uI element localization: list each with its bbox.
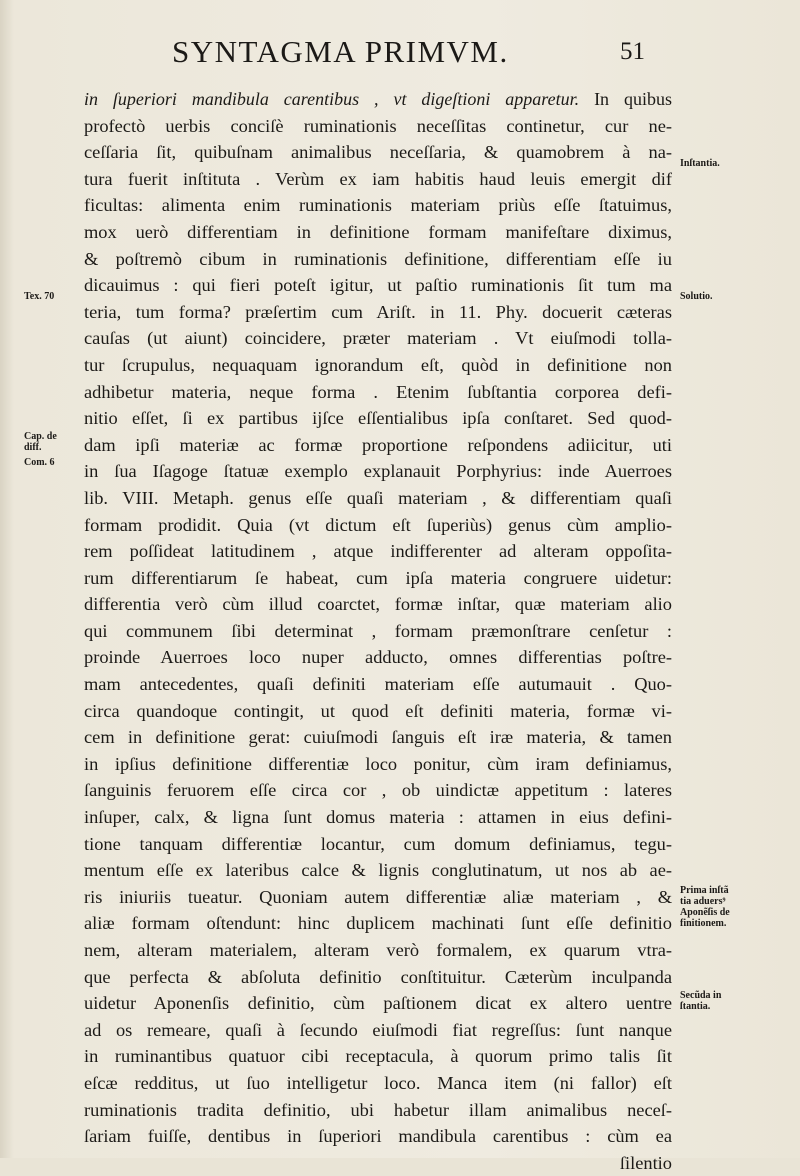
text-line: cauſas (ut aiunt) coincidere, præter materiam . Vt eiuſmodi tolla- [84, 328, 672, 349]
text-line: qui communem ſibi determinat , formam præmonſtrare cenſetur : [84, 620, 672, 641]
italic-quote: in ſuperiori mandibula carentibus , vt digeſtioni apparetur. [84, 89, 580, 109]
text-line: ſariam fuiſſe, dentibus in ſuperiori mandibula carentibus : cùm ea [84, 1126, 672, 1147]
page-number: 51 [620, 38, 645, 65]
margin-note-prima-instantia [680, 885, 730, 929]
text-line: aliæ formam oſtendunt: hinc duplicem machinati ſunt eſſe definitio [84, 913, 672, 934]
text-line: eſcæ redditus, ut ſuo intelligetur loco. Manca item (ni fallor) eſt [84, 1072, 672, 1093]
margin-note-secunda-instantia [680, 990, 721, 1012]
page-header [0, 34, 800, 84]
text-line: formam prodidit. Quia (vt dictum eſt ſuperiùs) genus cùm amplio- [84, 514, 672, 535]
margin-note-instantia: Inſtantia. [680, 158, 720, 169]
text-line: in ipſius definitione differentiæ loco ponitur, cùm iram definiamus, [84, 753, 672, 774]
margin-note-line: diff. [24, 442, 42, 453]
margin-note-tex-70: Tex. 70 [24, 291, 55, 302]
text-line: profectò uerbis conciſè ruminationis neceſſitas continetur, cur ne- [84, 115, 672, 136]
text-line: tura fuerit inſtituta . Verùm ex iam habitis haud leuis emergit dif [84, 168, 672, 189]
text-line: que perfecta & abſoluta definitio conſtituitur. Cæterùm inculpanda [84, 966, 672, 987]
text-line: mox uerò differentiam in definitione formam manifeſtare diximus, [84, 221, 672, 242]
running-title: SYNTAGMA PRIMVM. [172, 34, 509, 69]
text-span: In quibus [579, 89, 672, 109]
margin-note-solutio: Solutio. [680, 291, 713, 302]
text-line: tur ſcrupulus, nequaquam ignorandum eſt, quòd in definitione non [84, 354, 672, 375]
margin-note-line: Prima inſtã [680, 885, 729, 896]
text-line: inſuper, calx, & ligna ſunt domus materia : attamen in eius defini- [84, 807, 672, 828]
text-line: dam ipſi materiæ ac formæ proportione reſpondens adiicitur, uti [84, 434, 672, 455]
margin-note-com-6: Com. 6 [24, 457, 55, 468]
text-line: differentia verò cùm illud coarctet, formæ inſtar, quæ materiam alio [84, 594, 672, 615]
text-line: mam antecedentes, quaſi definiti materiam eſſe autumauit . Quo- [84, 674, 672, 695]
text-line: lib. VIII. Metaph. genus eſſe quaſi materiam , & differentiam quaſi [84, 487, 672, 508]
text-line: ris iniuriis tueatur. Quoniam autem differentiæ aliæ materiam , & [84, 886, 672, 907]
text-line: uidetur Aponenſis definitio, cùm paſtionem dicat ex altero uentre [84, 993, 672, 1014]
text-line: rem poſſideat latitudinem , atque indifferenter ad alteram oppoſita- [84, 541, 672, 562]
text-line: in ſua Iſagoge ſtatuæ exemplo explanauit Porphyrius: inde Auerroes [84, 461, 672, 482]
text-line: dicauimus : qui fieri poteſt igitur, ut paſtio ruminationis ſit tum ma [84, 275, 672, 296]
text-line: & poſtremò cibum in ruminationis definitione, differentiam eſſe iu [84, 248, 672, 269]
margin-note-line: Secũda in [680, 990, 722, 1001]
text-line: in ruminantibus quatuor cibi receptacula, à quorum primo talis ſit [84, 1046, 672, 1067]
text-line [84, 86, 672, 113]
margin-note-line: finitionem. [680, 918, 727, 929]
margin-note-line: ſtantia. [680, 1001, 711, 1012]
text-line: cem in definitione gerat: cuiuſmodi ſanguis eſt iræ materia, & tamen [84, 727, 672, 748]
text-line: ficultas: alimenta enim ruminationis materiam priùs eſſe ſtatuimus, [84, 195, 672, 216]
text-line: rum differentiarum ſe habeat, cum ipſa materia congruere uidetur: [84, 567, 672, 588]
text-line: ad os remeare, quaſi à ſecundo eiuſmodi fiat regreſſus: ſunt nanque [84, 1019, 672, 1040]
margin-note-line: tia aduers⁹ [680, 896, 726, 907]
text-line: adhibetur materia, neque forma . Etenim ſubſtantia corporea defi- [84, 381, 672, 402]
text-line: circa quandoque contingit, ut quod eſt definiti materia, formæ vi- [84, 700, 672, 721]
text-line: teria, tum forma? præſertim cum Ariſt. in 11. Phy. docuerit cæteras [84, 301, 672, 322]
text-line: nem, alteram materialem, alteram verò formalem, ex quarum vtra- [84, 940, 672, 960]
text-line: ruminationis tradita definitio, ubi habetur illam animalibus neceſ- [84, 1099, 672, 1120]
main-text-block [84, 86, 672, 1176]
text-line: mentum eſſe ex lateribus calce & lignis conglutinatum, ut nos ab ae- [84, 860, 672, 881]
catchword: ſilentio [619, 1152, 672, 1173]
margin-note-line: Cap. de [24, 431, 57, 442]
text-line: ſanguinis feruorem eſſe circa cor , ob uindictæ appetitum : lateres [84, 780, 672, 801]
text-line: tione tanquam differentiæ locantur, cum domum definiamus, tegu- [84, 833, 672, 854]
text-line: proinde Auerroes loco nuper adducto, omnes differentias poſtre- [84, 647, 672, 668]
text-line: ceſſaria ſit, quibuſnam animalibus neceſſaria, & quamobrem à na- [84, 142, 672, 163]
margin-note-line: Aponẽſis de [680, 907, 730, 918]
margin-note-cap-de-diff [24, 431, 57, 453]
text-line: nitio eſſet, ſi ex partibus ijſce eſſentialibus ipſa conſtaret. Sed quod- [84, 408, 672, 429]
